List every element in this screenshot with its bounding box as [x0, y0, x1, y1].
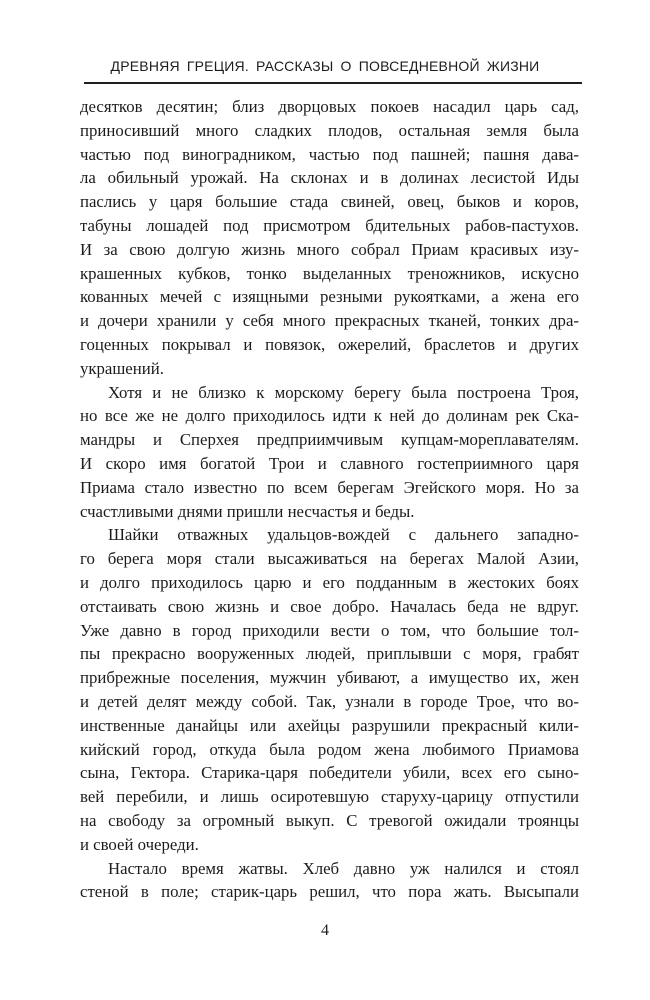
- text-line: на свободу за огромный выкуп. С тревогой ожидали троянцы: [80, 810, 579, 830]
- text-line: ла обильный урожай. На склонах и в долинах лесистой Иды: [80, 168, 579, 188]
- text-line: Приама стало известно по всем берегам Эгейского моря. Но за: [80, 477, 579, 497]
- text-line: табуны лошадей под присмотром бдительных рабов-пастухов.: [80, 215, 579, 235]
- text-line: приносивший много сладких плодов, остальная земля была: [80, 120, 579, 140]
- paragraph: [80, 381, 579, 524]
- text-line: И за свою долгую жизнь много собрал Приам красивых изу-: [80, 239, 579, 259]
- page-body: [80, 95, 579, 904]
- text-line: вей перебили, и лишь осиротевшую старуху-царицу отпустили: [80, 787, 579, 807]
- text-line: паслись у царя большие стада свиней, овец, быков и коров,: [80, 192, 579, 212]
- text-line: пы прекрасно вооруженных людей, приплывши с моря, грабят: [80, 644, 579, 664]
- text-line: мандры и Сперхея предприимчивым купцам-мореплавателям.: [80, 430, 579, 450]
- text-line: го берега моря стали высаживаться на берегах Малой Азии,: [80, 549, 579, 569]
- paragraph: [80, 523, 579, 856]
- text-line: прибрежные поселения, мужчин убивают, а имущество их, жен: [80, 668, 579, 688]
- text-line: частью под виноградником, частью под пашней; пашня дава-: [80, 144, 579, 164]
- text-line: но все же не долго приходилось идти к ней до долинам рек Ска-: [80, 406, 579, 426]
- text-line: крашенных кубков, тонко выделанных треножников, искусно: [80, 263, 579, 283]
- text-line: стеной в поле; старик-царь решил, что пора жать. Высыпали: [80, 882, 579, 902]
- running-head: ДРЕВНЯЯ ГРЕЦИЯ. РАССКАЗЫ О ПОВСЕДНЕВНОЙ ЖИЗНИ: [110, 58, 540, 74]
- text-line: инственные данайцы или ахейцы разрушили прекрасный кили-: [80, 715, 579, 735]
- text-line: кованных мечей с изящными резными рукоятками, а жена его: [80, 287, 579, 307]
- text-line: отстаивать свою жизнь и свое добро. Началась беда не вдруг.: [80, 596, 579, 616]
- text-line: Уже давно в город приходили вести о том, что большие тол-: [80, 620, 579, 640]
- text-line: счастливыми днями пришли несчастья и беды.: [80, 501, 415, 521]
- text-line: и долго приходилось царю и его подданным в жестоких боях: [80, 572, 579, 592]
- header-rule: [84, 82, 582, 84]
- text-line: украшений.: [80, 358, 164, 378]
- text-line: Хотя и не близко к морскому берегу была построена Троя,: [108, 382, 579, 402]
- text-line: И скоро имя богатой Трои и славного гостеприимного царя: [80, 453, 579, 473]
- paragraph: [80, 857, 579, 905]
- text-line: Настало время жатвы. Хлеб давно уж налился и стоял: [108, 858, 579, 878]
- text-line: и своей очереди.: [80, 834, 199, 854]
- text-line: гоценных покрывал и повязок, ожерелий, браслетов и других: [80, 334, 579, 354]
- page-number: 4: [321, 922, 329, 939]
- text-line: сына, Гектора. Старика-царя победители убили, всех его сыно-: [80, 763, 579, 783]
- text-line: десятков десятин; близ дворцовых покоев насадил царь сад,: [80, 97, 579, 116]
- text-line: Шайки отважных удальцов-вождей с дальнего западно-: [108, 525, 579, 545]
- text-line: и дочери хранили у себя много прекрасных тканей, тонких дра-: [80, 311, 579, 331]
- paragraph: [80, 95, 579, 381]
- text-line: кийский город, откуда была родом жена любимого Приамова: [80, 739, 579, 759]
- text-line: и детей делят между собой. Так, узнали в городе Трое, что во-: [80, 691, 579, 711]
